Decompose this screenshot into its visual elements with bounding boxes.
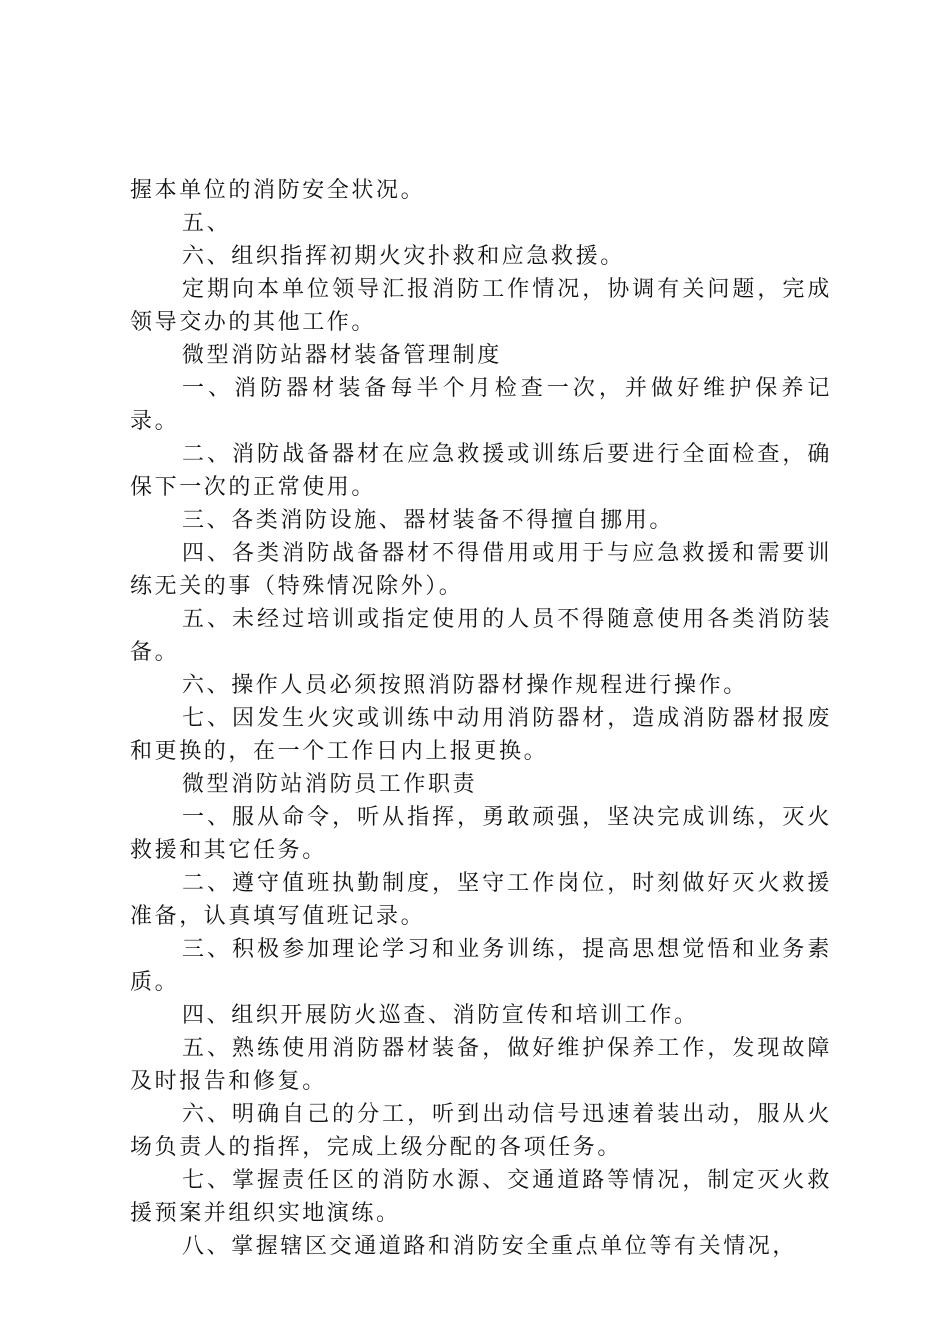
paragraph: 四、组织开展防火巡查、消防宣传和培训工作。 — [182, 1003, 699, 1028]
paragraph: 二、消防战备器材在应急救援或训练后要进行全面检查，确保下一次的正常使用。 — [130, 442, 832, 500]
document-body — [130, 174, 832, 1263]
section-heading: 微型消防站消防员工作职责 — [182, 772, 478, 797]
paragraph: 六、明确自己的分工，听到出动信号迅速着装出动，服从火场负责人的指挥，完成上级分配的各项任务。 — [130, 1102, 832, 1160]
paragraph: 三、各类消防设施、器材装备不得擅自挪用。 — [182, 508, 675, 533]
paragraph: 五、熟练使用消防器材装备，做好维护保养工作，发现故障及时报告和修复。 — [130, 1036, 832, 1094]
paragraph: 八、掌握辖区交通道路和消防安全重点单位等有关情况， — [182, 1234, 798, 1259]
paragraph: 七、掌握责任区的消防水源、交通道路等情况，制定灭火救援预案并组织实地演练。 — [130, 1168, 832, 1226]
paragraph: 三、积极参加理论学习和业务训练，提高思想觉悟和业务素质。 — [130, 937, 832, 995]
paragraph: 五、未经过培训或指定使用的人员不得随意使用各类消防装备。 — [130, 607, 832, 665]
paragraph: 五、 — [182, 211, 232, 236]
paragraph: 六、操作人员必须按照消防器材操作规程进行操作。 — [182, 673, 748, 698]
paragraph: 定期向本单位领导汇报消防工作情况，协调有关问题，完成领导交办的其他工作。 — [130, 277, 832, 335]
paragraph: 四、各类消防战备器材不得借用或用于与应急救援和需要训练无关的事（特殊情况除外）。 — [130, 541, 832, 599]
paragraph: 一、服从命令，听从指挥，勇敢顽强，坚决完成训练，灭火救援和其它任务。 — [130, 805, 832, 863]
paragraph: 七、因发生火灾或训练中动用消防器材，造成消防器材报废和更换的，在一个工作日内上报更换。 — [130, 706, 832, 764]
paragraph: 二、遵守值班执勤制度，坚守工作岗位，时刻做好灭火救援准备，认真填写值班记录。 — [130, 871, 832, 929]
section-heading: 微型消防站器材装备管理制度 — [182, 343, 502, 368]
paragraph: 一、消防器材装备每半个月检查一次，并做好维护保养记录。 — [130, 376, 832, 434]
paragraph: 握本单位的消防安全状况。 — [130, 178, 426, 203]
paragraph: 六、组织指挥初期火灾扑救和应急救援。 — [182, 244, 625, 269]
